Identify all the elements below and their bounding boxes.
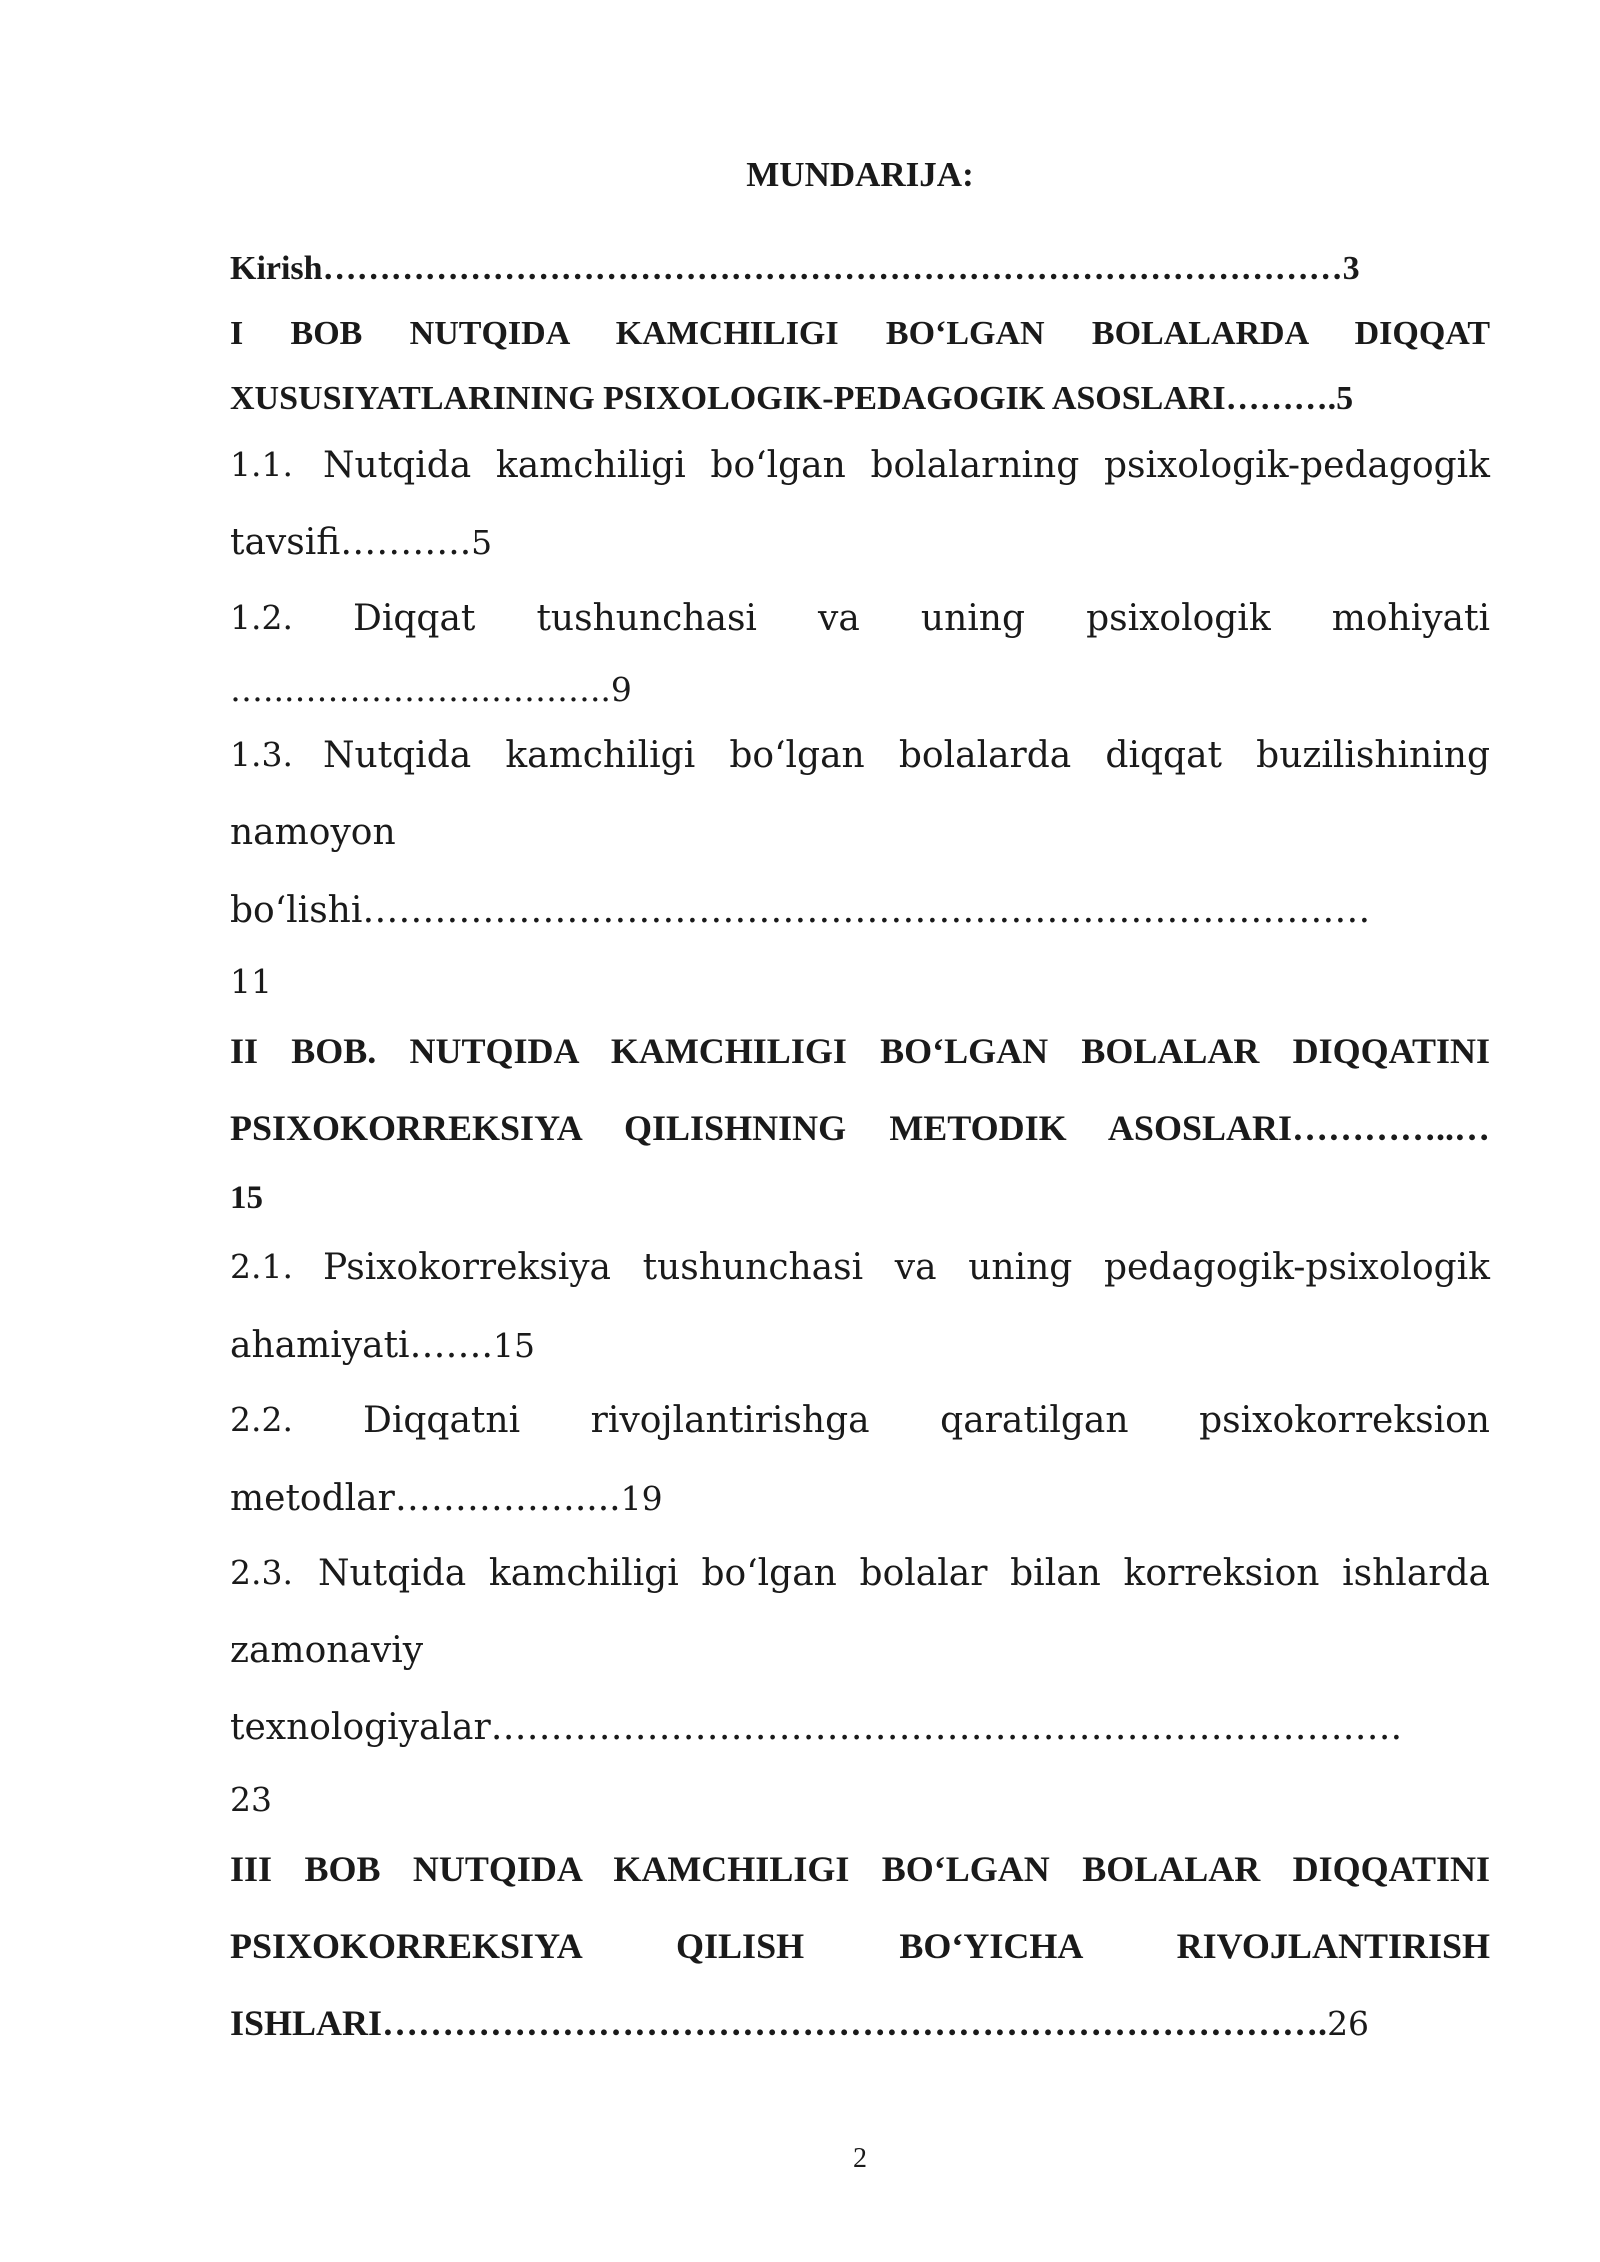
section-title: Nutqida kamchiligi bo‘lgan bolalar bilan korreksion ishlarda xyxy=(317,1553,1490,1594)
toc-entry-1-1-line2[interactable] xyxy=(230,522,492,563)
toc-entry-1-2-line2[interactable] xyxy=(230,670,632,709)
section-number: 2.3. xyxy=(230,1553,293,1592)
section-title: Psixokorreksiya tushunchasi va uning pedagogik-psixologik xyxy=(322,1247,1490,1288)
toc-entry-bob2-line2[interactable]: PSIXOKORREKSIYA QILISHNING METODIK ASOSLARI…………..… xyxy=(230,1108,1490,1148)
leader-dots: …...…….………..……….. xyxy=(230,670,611,709)
section-title-cont: ahamiyati……. xyxy=(230,1325,493,1366)
toc-entry-1-3-line1[interactable] xyxy=(230,735,1490,776)
page-title: MUNDARIJA: xyxy=(746,155,974,194)
section-title: Nutqida kamchiligi bo‘lgan bolalarda diqqat buzilishining xyxy=(322,735,1490,776)
section-number: 1.2. xyxy=(230,598,293,637)
section-number: 1.3. xyxy=(230,735,293,774)
page-ref: 15 xyxy=(493,1326,535,1365)
toc-entry-2-1-line2[interactable] xyxy=(230,1325,535,1366)
toc-entry-1-1-line1[interactable] xyxy=(230,445,1490,486)
toc-entry-bob1-line2[interactable]: XUSUSIYATLARINING PSIXOLOGIK-PEDAGOGIK ASOSLARI……….5 xyxy=(230,380,1354,417)
toc-entry-2-3-line2[interactable]: zamonaviy xyxy=(230,1630,424,1671)
toc-entry-1-3-line3[interactable]: bo‘lishi………………………………………………………………………… xyxy=(230,890,1371,931)
toc-entry-2-3-line1[interactable] xyxy=(230,1553,1490,1594)
toc-entry-kirish[interactable] xyxy=(230,250,1490,288)
toc-entry-bob3-line2[interactable]: PSIXOKORREKSIYA QILISH BO‘YICHA RIVOJLANTIRISH xyxy=(230,1926,1490,1966)
page-ref: 11 xyxy=(230,962,272,1001)
toc-entry-bob2-line1[interactable]: II BOB. NUTQIDA KAMCHILIGI BO‘LGAN BOLALAR DIQQATINI xyxy=(230,1031,1490,1071)
section-title-cont: metodlar…………….... xyxy=(230,1478,621,1519)
toc-entry-2-2-line1[interactable] xyxy=(230,1400,1490,1441)
toc-entry-2-1-line1[interactable] xyxy=(230,1247,1490,1288)
section-title: Diqqat tushunchasi va uning psixologik mohiyati xyxy=(352,598,1490,639)
page-number: 2 xyxy=(853,2143,867,2174)
section-title-cont: tavsifi……….. xyxy=(230,522,472,563)
section-number: 1.1. xyxy=(230,445,293,484)
page-ref: 5 xyxy=(471,523,493,562)
toc-entry-bob1-line1[interactable]: I BOB NUTQIDA KAMCHILIGI BO‘LGAN BOLALARDA DIQQAT xyxy=(230,315,1490,352)
page-ref: 23 xyxy=(230,1780,272,1819)
toc-entry-bob3-line3[interactable] xyxy=(230,2002,1369,2044)
page-ref: 9 xyxy=(610,670,632,709)
section-title: Diqqatni rivojlantirishga qaratilgan psixokorreksion xyxy=(362,1400,1490,1441)
toc-entry-2-2-line2[interactable] xyxy=(230,1478,663,1519)
page-ref: 19 xyxy=(620,1479,663,1518)
section-title-cont: ISHLARI……………………………………………………………………. xyxy=(230,2003,1328,2043)
page-ref: 15 xyxy=(230,1180,263,1216)
toc-entry-1-3-line2[interactable]: namoyon xyxy=(230,812,396,853)
section-number: 2.1. xyxy=(230,1247,293,1286)
section-title: Nutqida kamchiligi bo‘lgan bolalarning psixologik-pedagogik xyxy=(322,445,1490,486)
toc-entry-text: Kirish………………………………………………………………………………3 xyxy=(230,250,1360,287)
toc-entry-bob3-line1[interactable]: III BOB NUTQIDA KAMCHILIGI BO‘LGAN BOLALAR DIQQATINI xyxy=(230,1849,1490,1889)
toc-entry-1-2-line1[interactable] xyxy=(230,598,1490,639)
section-number: 2.2. xyxy=(230,1400,293,1439)
toc-entry-2-3-line3[interactable]: texnologiyalar…………………………………………………………………. xyxy=(230,1707,1403,1748)
page-ref: 26 xyxy=(1327,2004,1370,2043)
